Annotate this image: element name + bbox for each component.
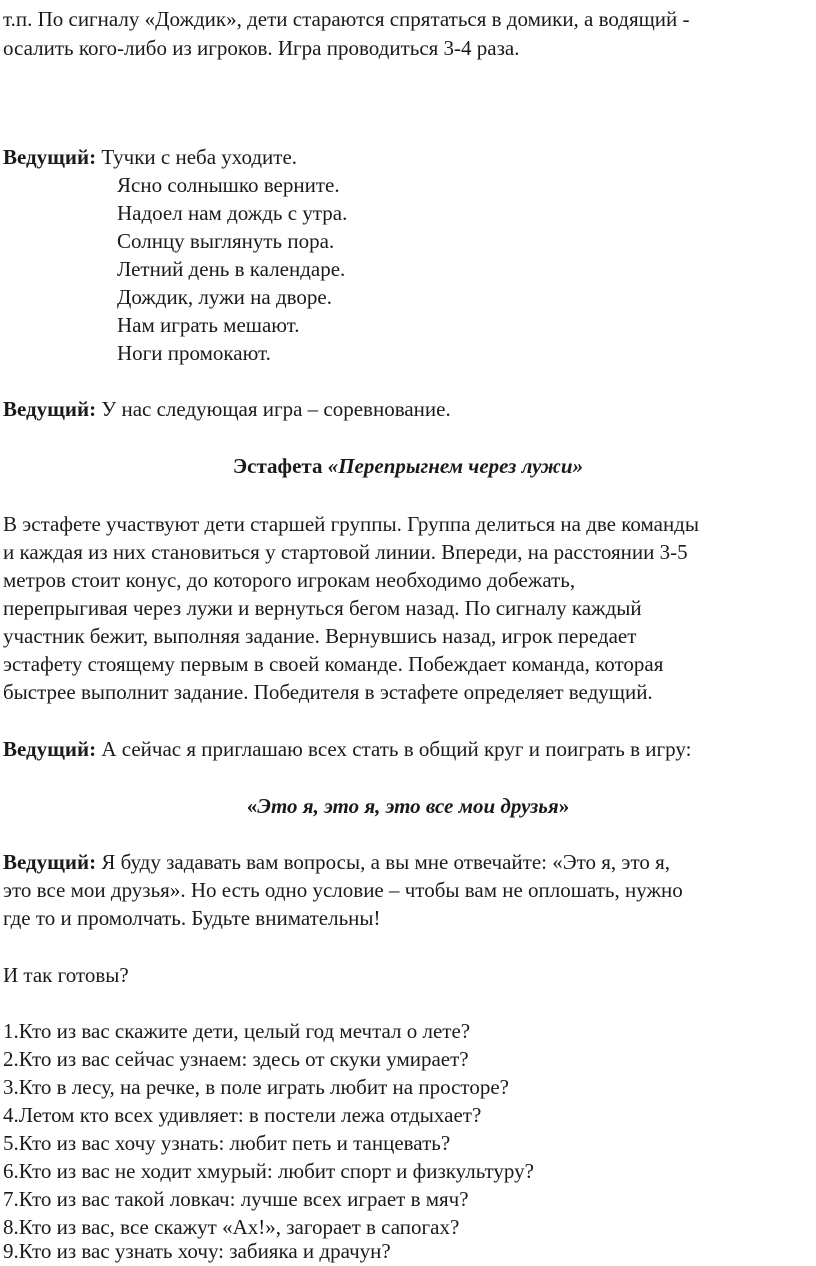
verse-line: Летний день в календаре. <box>117 257 346 281</box>
question-item: 5.Кто из вас хочу узнать: любит петь и танцевать? <box>3 1131 451 1155</box>
question-item: 1.Кто из вас скажите дети, целый год мечтал о лете? <box>3 1019 471 1043</box>
rules-line-2: это все мои друзья». Но есть одно условие – чтобы вам не оплошать, нужно <box>3 878 683 902</box>
game-heading-close-quote: » <box>558 794 570 818</box>
intro-line-1: т.п. По сигналу «Дождик», дети стараются спрятаться в домики, а водящий - <box>3 7 690 31</box>
verse-line: Нам играть мешают. <box>117 313 300 337</box>
game-heading-open-quote: « <box>246 794 258 818</box>
speaker-label: Ведущий: <box>3 145 97 169</box>
intro-line-2: осалить кого-либо из игроков. Игра проводиться 3-4 раза. <box>3 36 520 60</box>
next-game-line <box>3 395 451 423</box>
ready-line: И так готовы? <box>3 963 129 987</box>
invite-line <box>3 735 691 763</box>
paragraph-line: перепрыгивая через лужи и вернуться бегом назад. По сигналу каждый <box>3 596 642 620</box>
invite-text: А сейчас я приглашаю всех стать в общий круг и поиграть в игру: <box>101 737 692 761</box>
relay-heading-title: «Перепрыгнем через лужи» <box>327 454 584 478</box>
verse-line: Солнцу выглянуть пора. <box>117 229 335 253</box>
paragraph-line: и каждая из них становиться у стартовой линии. Впереди, на расстоянии 3-5 <box>3 540 688 564</box>
paragraph-line: эстафету стоящему первым в своей команде. Побеждает команда, которая <box>3 652 664 676</box>
verse-line: Ноги промокают. <box>117 341 271 365</box>
speaker-label: Ведущий: <box>3 737 97 761</box>
verse-line: Тучки с неба уходите. <box>101 145 298 169</box>
speaker-label: Ведущий: <box>3 850 97 874</box>
verse-first-line <box>3 143 297 171</box>
paragraph-line: метров стоит конус, до которого игрокам необходимо добежать, <box>3 568 576 592</box>
question-item: 4.Летом кто всех удивляет: в постели лежа отдыхает? <box>3 1103 482 1127</box>
question-item: 3.Кто в лесу, на речке, в поле играть любит на просторе? <box>3 1075 509 1099</box>
rules-line-1 <box>3 848 670 876</box>
verse-line: Надоел нам дождь с утра. <box>117 201 348 225</box>
game-heading <box>0 792 816 820</box>
paragraph-line: В эстафете участвуют дети старшей группы. Группа делиться на две команды <box>3 512 699 536</box>
paragraph-line: быстрее выполнит задание. Победителя в эстафете определяет ведущий. <box>3 680 653 704</box>
question-item: 8.Кто из вас, все скажут «Ах!», загорает в сапогах? <box>3 1215 460 1239</box>
paragraph-line: участник бежит, выполняя задание. Вернувшись назад, игрок передает <box>3 624 637 648</box>
rules-line-3: где то и промолчать. Будьте внимательны! <box>3 906 381 930</box>
next-game-text: У нас следующая игра – соревнование. <box>101 397 451 421</box>
rules-text: Я буду задавать вам вопросы, а вы мне отвечайте: «Это я, это я, <box>101 850 670 874</box>
question-item: 6.Кто из вас не ходит хмурый: любит спорт и физкультуру? <box>3 1159 534 1183</box>
speaker-label: Ведущий: <box>3 397 97 421</box>
question-item: 9.Кто из вас узнать хочу: забияка и драчун? <box>3 1239 391 1263</box>
relay-heading <box>0 452 816 480</box>
question-item: 7.Кто из вас такой ловкач: лучше всех играет в мяч? <box>3 1187 469 1211</box>
question-item: 2.Кто из вас сейчас узнаем: здесь от скуки умирает? <box>3 1047 469 1071</box>
game-heading-title: Это я, это я, это все мои друзья <box>257 794 559 818</box>
relay-heading-prefix: Эстафета <box>232 454 328 478</box>
verse-line: Ясно солнышко верните. <box>117 173 340 197</box>
verse-line: Дождик, лужи на дворе. <box>117 285 332 309</box>
